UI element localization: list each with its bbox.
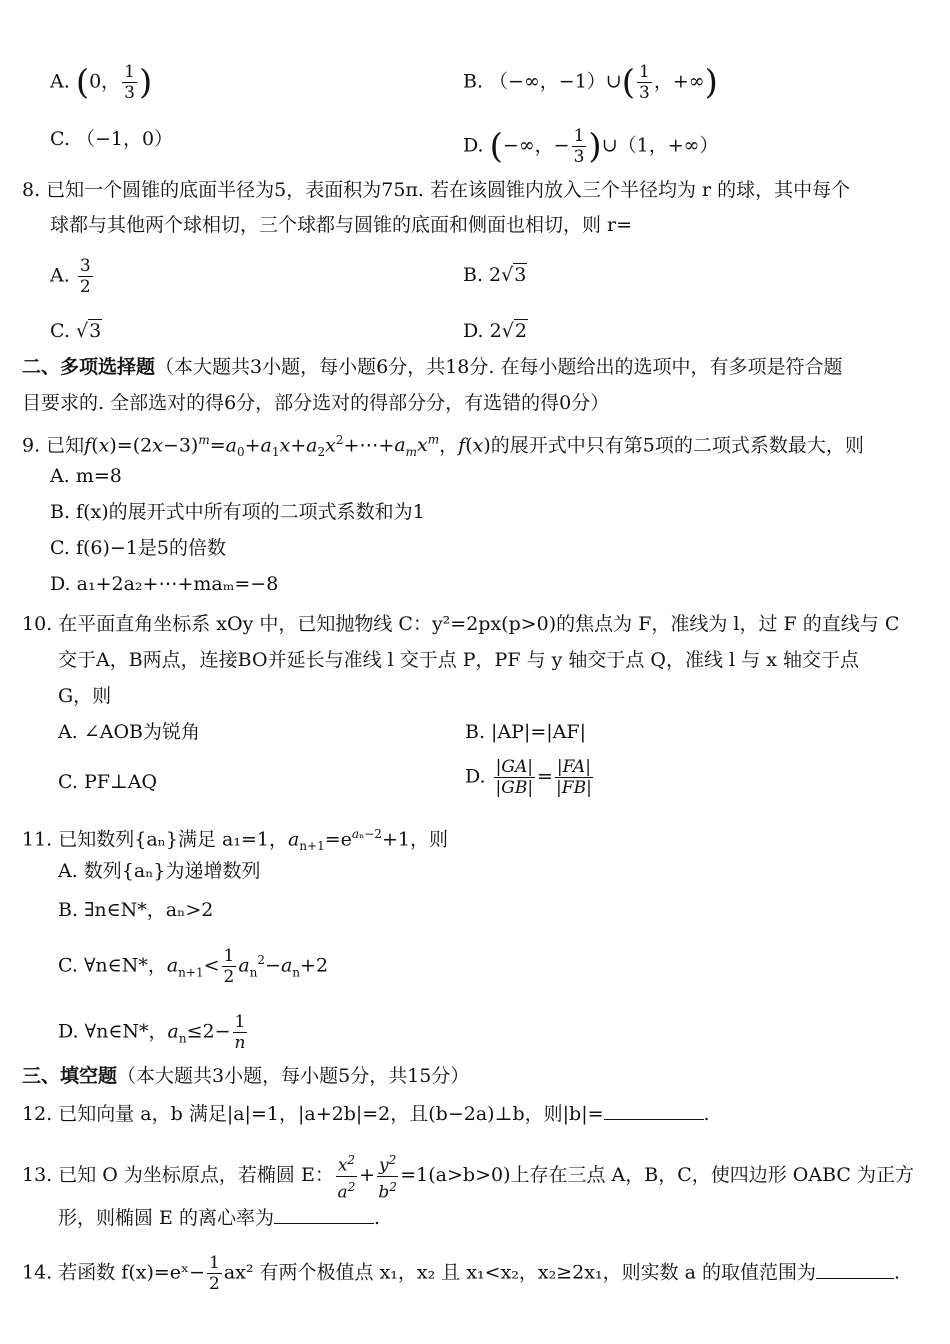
- q13-answer-blank[interactable]: [274, 1205, 374, 1224]
- q9-option-a: A. m=8: [50, 465, 122, 487]
- q11-option-a: A. 数列{aₙ}为递增数列: [58, 860, 261, 882]
- section2-note: 目要求的. 全部选对的得6分，部分选对的得部分分，有选错的得0分）: [22, 392, 610, 414]
- q8-stem-line1: 8. 已知一个圆锥的底面半径为5，表面积为75π. 若在该圆锥内放入三个半径均为 r 的球，其中每个: [22, 179, 851, 201]
- q8-option-b: B. 2√3: [463, 264, 527, 286]
- q10-option-d: D. $\frac{|GA|}{|GB|}$ = $\frac{|FA|}{|FB|}$: [465, 757, 592, 798]
- q10-option-c: C. PF⊥AQ: [58, 771, 158, 793]
- q12-stem: 12. 已知向量 a，b 满足|a|=1，|a+2b|=2，且(b−2a)⊥b，则|b|= .: [22, 1103, 710, 1125]
- q11-option-b: B. ∃n∈N*，aₙ>2: [58, 899, 214, 921]
- section3-header: 三、填空题（本大题共3小题，每小题5分，共15分）: [22, 1065, 470, 1087]
- q10-stem-line1: 10. 在平面直角坐标系 xOy 中，已知抛物线 C：y²=2px(p>0)的焦点为 F，准线为 l，过 F 的直线与 C: [22, 613, 900, 635]
- q7-option-c: C. （−1，0）: [50, 128, 174, 150]
- q8-stem-line2: 球都与其他两个球相切，三个球都与圆锥的底面和侧面也相切，则 r=: [50, 214, 633, 236]
- q9-option-c: C. f(6)−1是5的倍数: [50, 537, 226, 559]
- q9-option-b: B. f(x)的展开式中所有项的二项式系数和为1: [50, 501, 425, 523]
- q11-option-d: D. ∀n∈N*，$a_n\le 2-$ $\frac{1}{n}$: [58, 1012, 246, 1053]
- q13-stem-line1: 13. 已知 O 为坐标原点，若椭圆 E： $\frac{x^2}{a^2}$ + $\frac{y^2}{b^2}$ =1(a>b>0)上存在三点 A，B，C，使四边形 OABC 为正方: [22, 1150, 914, 1202]
- q7-option-a: A. (0， $\frac{1}{3}$ ): [50, 62, 153, 103]
- section2-title: 二、多项选择题: [22, 356, 156, 378]
- q13-stem-line2: 形，则椭圆 E 的离心率为 .: [58, 1207, 380, 1229]
- q12-answer-blank[interactable]: [604, 1101, 704, 1120]
- section3-title: 三、填空题: [22, 1065, 118, 1087]
- q9-stem: 9. 已知$f(x)=(2x-3)^m=a_0+a_1x+a_2x^2+\cdots+a_mx^m$，f(x)的展开式中只有第5项的二项式系数最大，则: [22, 433, 864, 460]
- q14-stem: 14. 若函数 f(x)=eˣ− $\frac{1}{2}$ ax² 有两个极值点 x₁，x₂ 且 x₁<x₂，x₂≥2x₁，则实数 a 的取值范围为 .: [22, 1253, 901, 1294]
- q14-answer-blank[interactable]: [816, 1260, 894, 1279]
- q10-stem-line3: G，则: [58, 685, 112, 707]
- q8-option-c: C. √3: [50, 320, 102, 342]
- q9-option-d: D. a₁+2a₂+⋯+maₘ=−8: [50, 573, 279, 595]
- q7-option-d: D. (−∞，− $\frac{1}{3}$ )∪（1，+∞）: [463, 126, 719, 167]
- q8-option-d: D. 2√2: [463, 320, 527, 342]
- section2-header: 二、多项选择题（本大题共3小题，每小题6分，共18分. 在每小题给出的选项中，有多项是符合题: [22, 356, 843, 378]
- q7-option-b: B. （−∞，−1）∪( $\frac{1}{3}$ ，+∞): [463, 62, 718, 103]
- q10-stem-line2: 交于A，B两点，连接BO并延长与准线 l 交于点 P，PF 与 y 轴交于点 Q，准线 l 与 x 轴交于点: [58, 649, 859, 671]
- q10-option-b: B. |AP|=|AF|: [465, 721, 586, 743]
- q8-option-a: A. $\frac{3}{2}$: [50, 256, 91, 297]
- q11-option-c: C. ∀n∈N*，$a_{n+1}<$ $\frac{1}{2}$ $a_n^2-a_n+2$: [58, 946, 329, 987]
- q11-stem: 11. 已知数列{aₙ}满足 a₁=1，$a_{n+1}=e^{a_n-2}+1$，则: [22, 827, 448, 854]
- q10-option-a: A. ∠AOB为锐角: [58, 721, 200, 743]
